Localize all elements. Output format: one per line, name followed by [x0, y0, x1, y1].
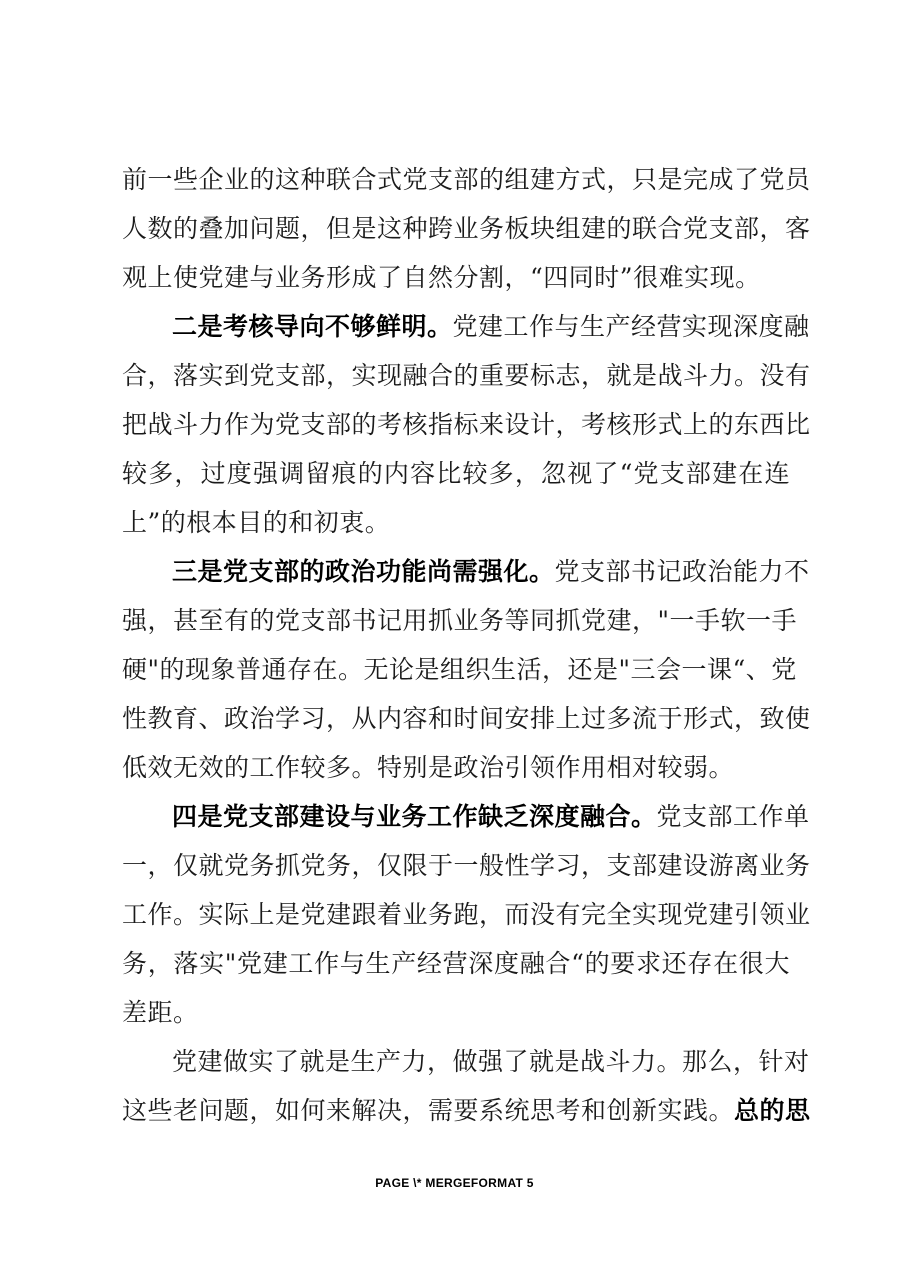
paragraph-4-line-4: 务，落实"党建工作与生产经营深度融合“的要求还存在很大	[122, 949, 790, 978]
paragraph-1-line-1: 前一些企业的这种联合式党支部的组建方式，只是完成了党员	[122, 165, 811, 194]
paragraph-4-line-3: 工作。实际上是党建跟着业务跑，而没有完全实现党建引领业	[122, 900, 811, 929]
paragraph-4-line-1	[172, 797, 810, 837]
paragraph-4-line-5: 差距。	[122, 998, 199, 1027]
paragraph-5-line-2-text: 这些老问题，如何来解决，需要系统思考和创新实践。	[122, 1096, 735, 1125]
paragraph-5-line-2	[122, 1091, 811, 1131]
paragraph-3-line-4: 性教育、政治学习，从内容和时间安排上过多流于形式，致使	[122, 704, 811, 733]
paragraph-2-line-1	[172, 307, 810, 347]
paragraph-3-line-3: 硬"的现象普通存在。无论是组织生活，还是"三会一课“、党	[122, 655, 797, 684]
paragraph-1-line-3: 观上使党建与业务形成了自然分割，“四同时”很难实现。	[122, 263, 761, 292]
paragraph-2-line-5: 上”的根本目的和初衷。	[122, 508, 391, 537]
paragraph-5-line-1-text: 。那么，针对	[656, 1047, 810, 1076]
paragraph-2-heading: 二是考核导向不够鲜明。	[172, 312, 453, 341]
paragraph-4-line-1-text: 党支部工作单	[656, 802, 810, 831]
paragraph-4-heading: 四是党支部建设与业务工作缺乏深度融合。	[172, 802, 657, 831]
paragraph-5-line-1	[172, 1042, 810, 1082]
paragraph-3-line-1	[172, 552, 810, 592]
page-footer: PAGE \* MERGEFORMAT 5	[375, 1176, 534, 1190]
paragraph-2-line-4: 较多，过度强调留痕的内容比较多，忽视了“党支部建在连	[122, 459, 790, 488]
paragraph-5-bold-lead: 总的思	[734, 1096, 811, 1125]
paragraph-3-heading: 三是党支部的政治功能尚需强化。	[172, 557, 555, 586]
paragraph-5-key-sentence: 党建做实了就是生产力，做强了就是战斗力	[172, 1047, 657, 1076]
paragraph-3-line-2: 强，甚至有的党支部书记用抓业务等同抓党建，"一手软一手	[122, 606, 798, 635]
paragraph-3-line-1-text: 党支部书记政治能力不	[554, 557, 810, 586]
paragraph-4-line-2: 一，仅就党务抓党务，仅限于一般性学习，支部建设游离业务	[122, 851, 811, 880]
paragraph-2-line-1-text: 党建工作与生产经营实现深度融	[452, 312, 810, 341]
paragraph-2-line-3: 把战斗力作为党支部的考核指标来设计，考核形式上的东西比	[122, 410, 811, 439]
paragraph-2-line-2: 合，落实到党支部，实现融合的重要标志，就是战斗力。没有	[122, 361, 811, 390]
paragraph-1-line-2: 人数的叠加问题，但是这种跨业务板块组建的联合党支部，客	[122, 214, 811, 243]
paragraph-3-line-5: 低效无效的工作较多。特别是政治引领作用相对较弱。	[122, 753, 735, 782]
